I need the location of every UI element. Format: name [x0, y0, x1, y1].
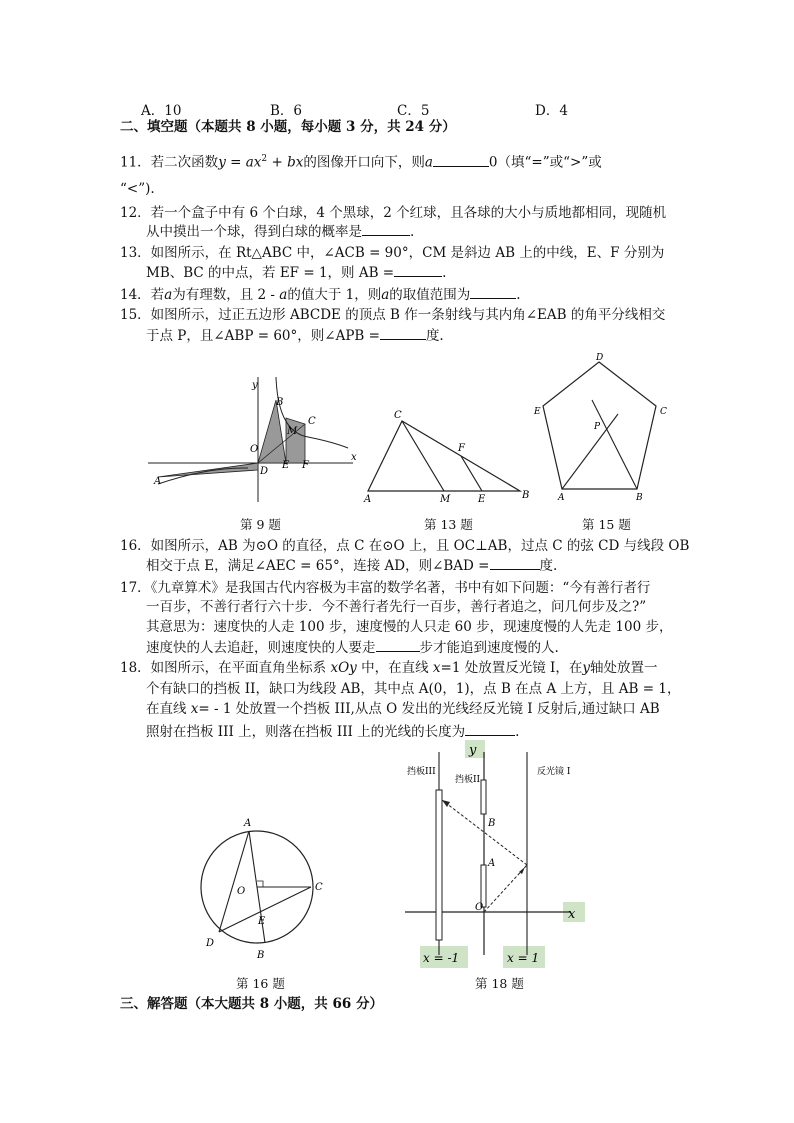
q17-line1: 17．《九章算术》是我国古代内容极为丰富的数学名著，书中有如下问题：“今有善行者行: [120, 580, 651, 596]
q17-line3: 其意思为：速度快的人走 100 步，速度慢的人只走 60 步，现速度慢的人先走 100 步，: [146, 619, 673, 635]
q11-line2: “<”).: [120, 181, 155, 197]
q17-answer-blank: [376, 638, 420, 652]
q11-mid: 的图像开口向下，则: [303, 154, 425, 171]
q11-y: y: [218, 154, 226, 171]
fig18-y: y: [469, 743, 477, 758]
fig18-mirror: 反光镜 I: [537, 767, 571, 777]
q15-end: 度.: [425, 328, 444, 344]
q18-l1c: =1 处放置反光镜 I，在: [440, 660, 583, 676]
q18-line4: 照射在挡板 III 上，则落在挡板 III 上的光线的长度为: [146, 724, 466, 740]
q18-xoy: xOy: [330, 660, 357, 676]
q14-answer-blank: [470, 285, 516, 299]
fig9-o: O: [250, 444, 259, 455]
q18-l1d: 轴处放置一: [589, 660, 658, 676]
option-c: C．5: [397, 103, 430, 119]
q14-end: .: [516, 287, 521, 303]
q18-l1b: 中，在直线: [356, 660, 433, 676]
question-16-line2: [146, 556, 557, 576]
caption-fig18: 第 18 题: [475, 976, 524, 991]
question-18-line1: [120, 659, 657, 678]
fig13-b: B: [522, 490, 530, 501]
q11-plus: +: [267, 154, 288, 171]
fig16-o: O: [237, 886, 246, 897]
fig9-d: D: [260, 466, 269, 477]
section-heading-solutions: 三、解答题（本大题共 8 小题，共 66 分）: [120, 996, 383, 1012]
fig9-a: A: [154, 476, 162, 487]
q11-eq: =: [225, 154, 246, 171]
q11-a2: a: [424, 154, 433, 171]
fig15-b: B: [636, 493, 643, 503]
q15-line1: 15．如图所示，过正五边形 ABCDE 的顶点 B 作一条射线与其内角∠EAB 的角平分线相交: [120, 307, 666, 323]
fig16-c: C: [315, 882, 323, 893]
question-18-line4: [146, 722, 519, 742]
q11-x2: x: [295, 154, 304, 171]
fig9-e: E: [282, 460, 290, 471]
caption-fig15: 第 15 题: [582, 517, 631, 532]
fig18-board2: 挡板II: [455, 775, 481, 785]
q18-x2: x: [190, 701, 199, 717]
fig15-c: C: [660, 407, 667, 417]
fig9-m: M: [287, 426, 298, 437]
q18-answer-blank: [465, 722, 515, 736]
question-13-line2: [146, 263, 446, 283]
q16-line1: 16．如图所示，AB 为⊙O 的直径，点 C 在⊙O 上，且 OC⊥AB，过点 C 的弦 CD 与线段 OB: [120, 538, 690, 554]
fig15-p: P: [594, 422, 601, 432]
q14-pre: 14．若: [120, 287, 165, 303]
question-17-line4: [146, 638, 559, 658]
q14-a: a: [164, 287, 173, 303]
fig9-x: x: [351, 452, 357, 463]
q12-line2: 从中摸出一个球，得到白球的概率是: [146, 224, 362, 240]
q16-end: 度.: [539, 558, 558, 574]
option-d: D．4: [535, 103, 568, 119]
fig9-y: y: [252, 380, 258, 391]
q14-a3: a: [381, 287, 390, 303]
fig15-e: E: [534, 407, 541, 417]
fig9-b: B: [276, 397, 284, 408]
question-14: [120, 285, 521, 305]
fig18-o: O: [475, 902, 484, 913]
fig9-c: C: [308, 416, 316, 427]
fig15-d: D: [596, 353, 604, 363]
q18-end: .: [515, 724, 520, 740]
question-18-line3: [146, 700, 660, 719]
fig13-c: C: [394, 410, 402, 421]
option-b: B．6: [270, 103, 303, 119]
fig13-f: F: [458, 443, 465, 454]
question-15-line2: [146, 326, 444, 346]
fig13-e: E: [478, 494, 486, 505]
q11-x1: x: [253, 154, 262, 171]
q17-line4: 速度快的人去追赶，则速度快的人要走: [146, 640, 376, 656]
q14-mid2: 的值大于 1，则: [287, 287, 382, 303]
q11-tail: 0（填“=”或“>”或: [488, 154, 602, 171]
q13-answer-blank: [394, 263, 442, 277]
q18-line2: 个有缺口的挡板 II，缺口为线段 AB，其中点 A(0，1)，点 B 在点 A 上方，且 AB = 1，: [146, 681, 681, 697]
q18-y: y: [582, 660, 590, 676]
q15-answer-blank: [380, 326, 426, 340]
fig16-a: A: [244, 818, 252, 829]
q18-x1: x: [432, 660, 441, 676]
q14-mid: 为有理数，且 2 -: [172, 287, 280, 303]
q12-answer-blank: [362, 222, 410, 236]
option-a: A．10: [141, 103, 182, 119]
fig16-b: B: [257, 950, 265, 961]
q13-line1: 13．如图所示，在 Rt△ABC 中，∠ACB = 90°，CM 是斜边 AB 上的中线，E、F 分别为: [120, 245, 665, 261]
fig18-xneg: x = -1: [423, 951, 460, 965]
q11-answer-blank: [433, 153, 489, 167]
question-12-line2: [146, 222, 414, 242]
q14-a2: a: [279, 287, 288, 303]
caption-fig9: 第 9 题: [240, 517, 281, 532]
section-heading-fill-in: 二、填空题（本题共 8 小题，每小题 3 分，共 24 分）: [120, 119, 456, 135]
q12-end: .: [410, 224, 415, 240]
fig15-a: A: [558, 493, 565, 503]
figure-15: [530, 352, 680, 507]
fig18-b: B: [488, 818, 496, 829]
q17-end: 步才能追到速度慢的人.: [419, 640, 559, 656]
q11-num: 11．若二次函数: [120, 154, 219, 171]
q11-a: a: [245, 154, 254, 171]
q16-answer-blank: [490, 556, 540, 570]
q13-end: .: [442, 265, 447, 281]
figure-16: [195, 808, 330, 968]
fig13-m: M: [440, 494, 451, 505]
q16-line2: 相交于点 E，满足∠AEC = 65°，连接 AD，则∠BAD =: [146, 558, 490, 574]
fig18-board3: 挡板III: [407, 767, 436, 777]
figure-9: [148, 372, 363, 507]
q18-l3b: = - 1 处放置一个挡板 III,从点 O 发出的光线经反光镜 I 反射后,通过缺口 AB: [198, 701, 660, 717]
figure-13: [360, 405, 535, 505]
q11-b: b: [287, 154, 296, 171]
fig16-d: D: [206, 938, 215, 949]
q17-line2: 一百步，不善行者行六十步．今不善行者先行一百步，善行者追之，问几何步及之?”: [146, 599, 647, 615]
q14-tail: 的取值范围为: [389, 287, 471, 303]
fig9-f: F: [302, 460, 309, 471]
q13-line2: MB、BC 的中点，若 EF = 1，则 AB =: [146, 265, 395, 281]
fig18-xpos: x = 1: [507, 951, 540, 965]
caption-fig13: 第 13 题: [424, 517, 473, 532]
q15-line2: 于点 P，且∠ABP = 60°，则∠APB =: [146, 328, 380, 344]
figure-18: [405, 740, 590, 970]
fig18-x: x: [568, 907, 576, 922]
fig18-a: A: [488, 858, 496, 869]
q12-line1: 12．若一个盒子中有 6 个白球，4 个黑球，2 个红球，且各球的大小与质地都相同，现随机: [120, 205, 667, 221]
q18-l3a: 在直线: [146, 701, 191, 717]
q18-l1a: 18．如图所示，在平面直角坐标系: [120, 660, 331, 676]
caption-fig16: 第 16 题: [236, 976, 285, 991]
fig13-a: A: [364, 494, 372, 505]
fig16-e: E: [258, 916, 266, 927]
question-11: 11．若二次函数$y = ax^2$ + bx的图像开口向下，则a 0（填“=”或“>”或: [120, 154, 602, 171]
